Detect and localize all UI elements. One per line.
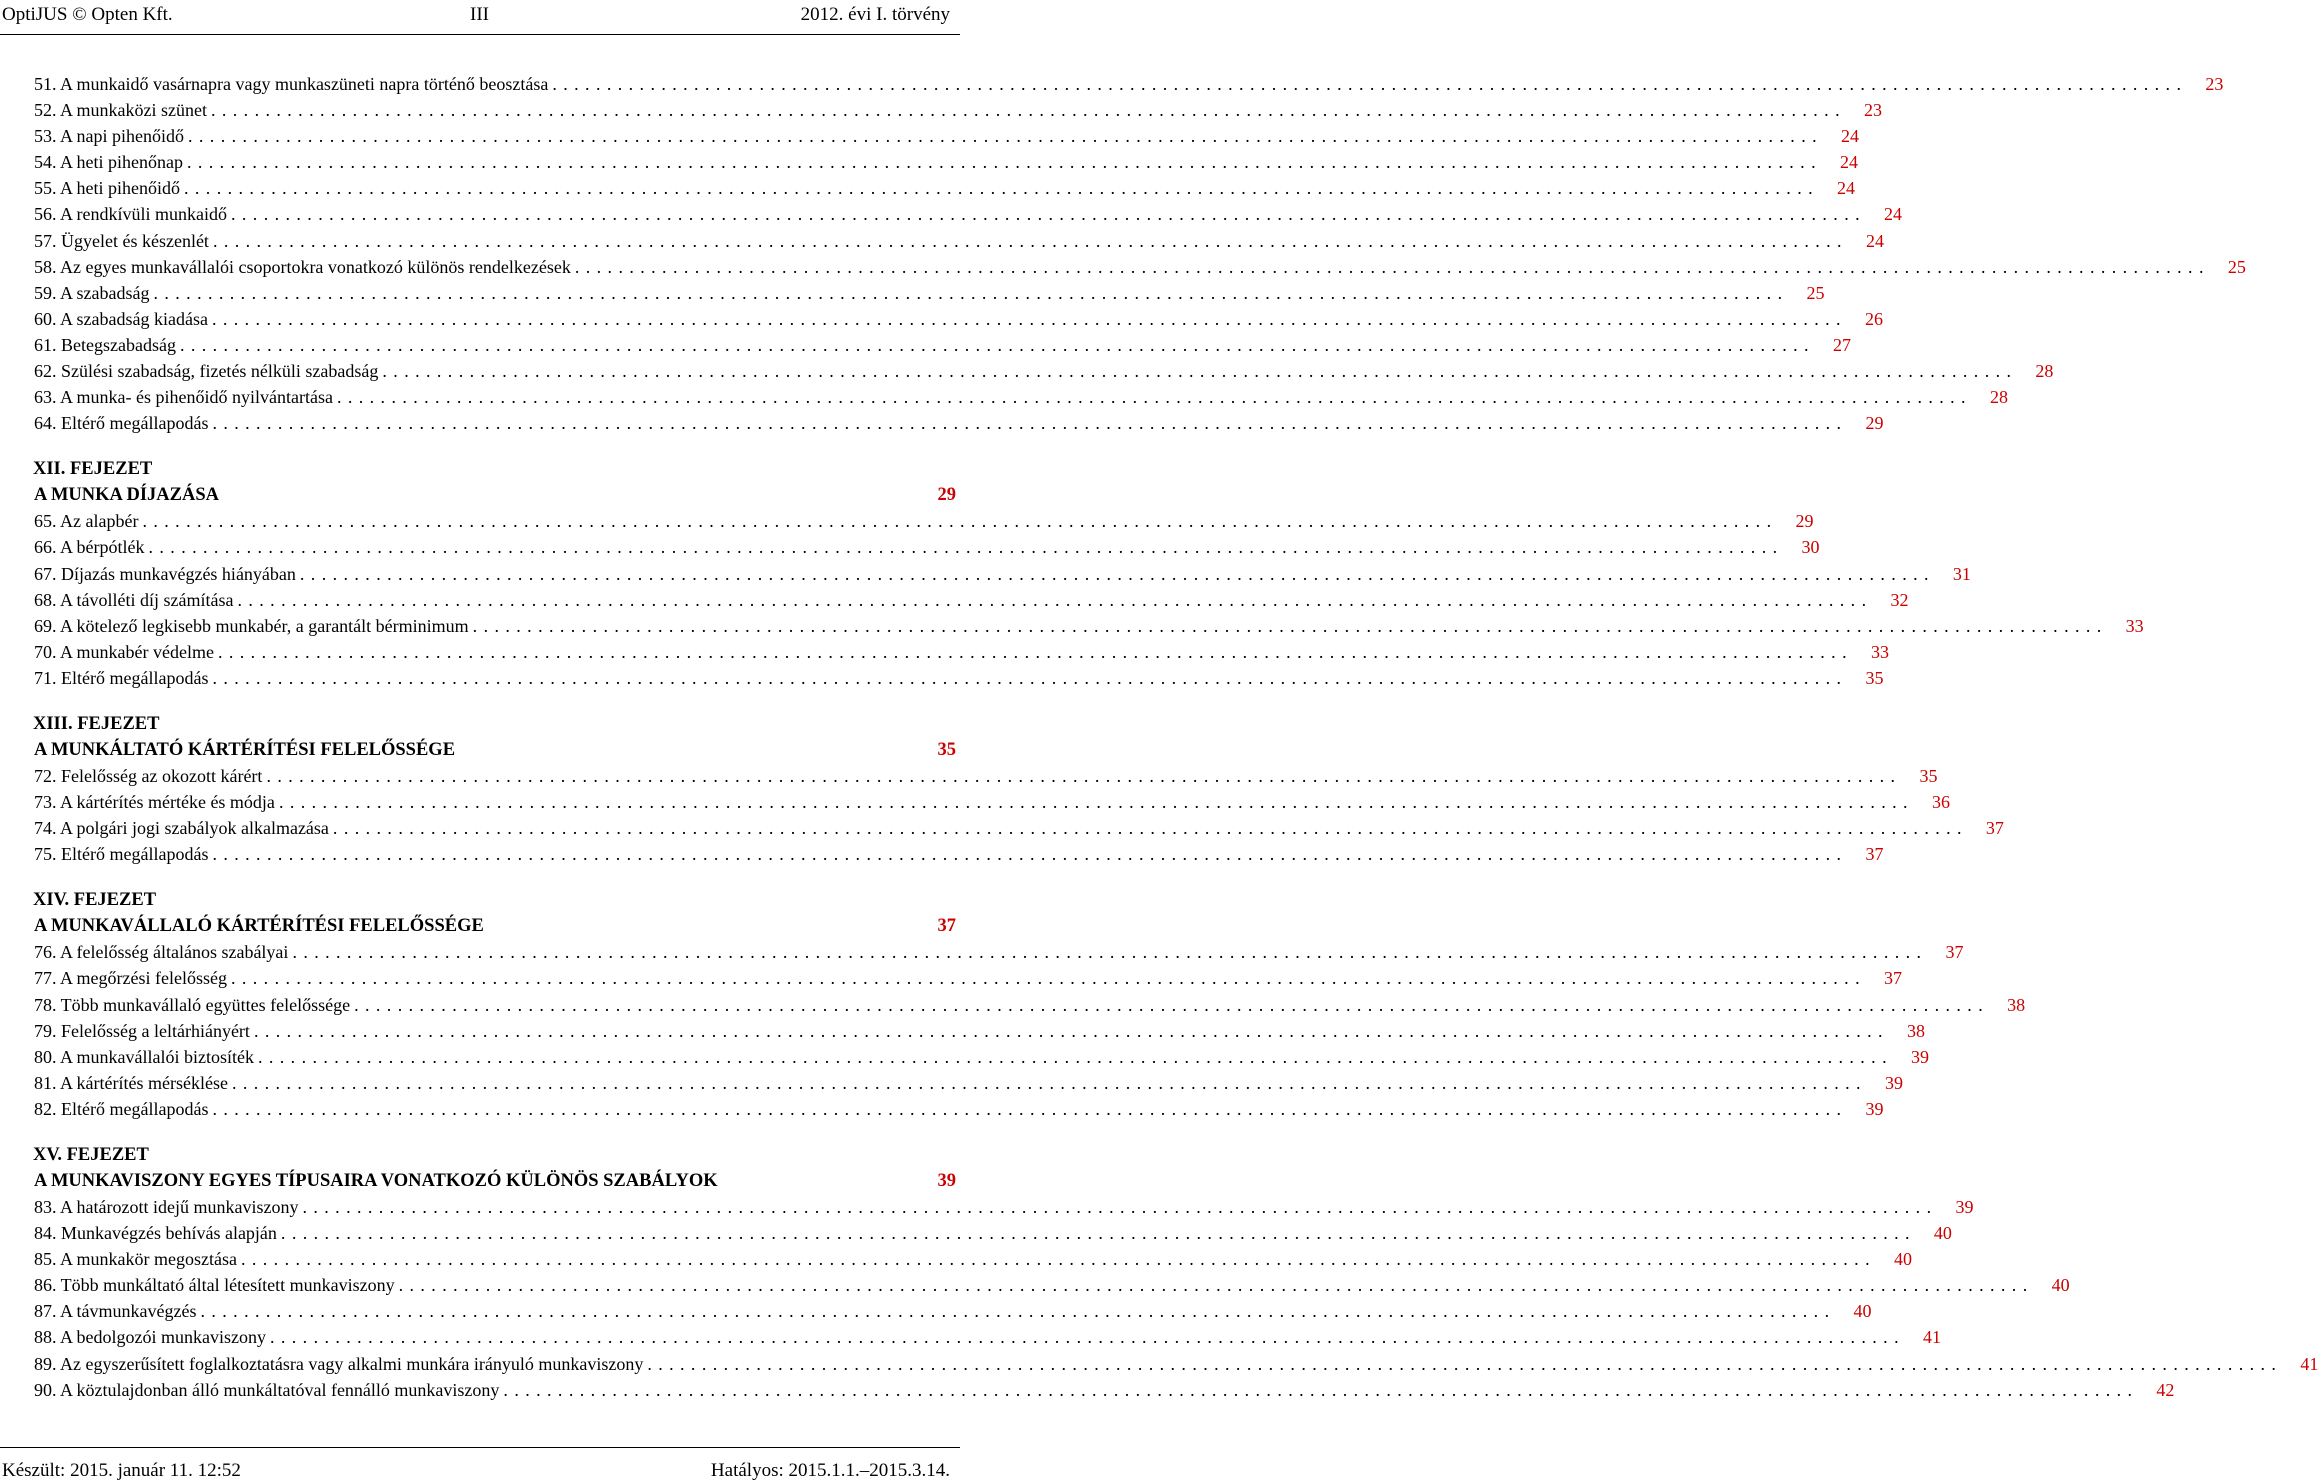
- toc-entry[interactable]: [34, 1246, 1912, 1272]
- toc-entry[interactable]: [34, 384, 2008, 410]
- toc-page-link[interactable]: 37: [1985, 818, 2004, 839]
- chapter-title-row[interactable]: [34, 482, 956, 508]
- dot-leader: ......................................................................................................................................................: [253, 1020, 1889, 1041]
- dot-leader: ......................................................................................................................................................: [472, 615, 2108, 636]
- toc-entry[interactable]: [34, 149, 1858, 175]
- toc-chapter: [33, 1142, 2318, 1403]
- toc-entry[interactable]: [34, 254, 2246, 280]
- toc-page-link[interactable]: 25: [2227, 256, 2246, 277]
- toc-entry-title: 90. A köztulajdonban álló munkáltatóval fennálló munkaviszony: [34, 1377, 503, 1403]
- dot-leader: ......................................................................................................................................................: [142, 511, 1778, 532]
- footer-effective: Hatályos: 2015.1.1.–2015.3.14.: [710, 1460, 950, 1481]
- toc-entry-title: 62. Szülési szabadság, fizetés nélküli szabadság: [34, 358, 382, 384]
- toc-entry-title: 56. A rendkívüli munkaidő: [34, 201, 231, 227]
- dot-leader: ......................................................................................................................................................: [552, 74, 2188, 94]
- toc-page-link[interactable]: 40: [1933, 1223, 1952, 1244]
- toc-entry[interactable]: [34, 789, 1950, 815]
- toc-page-link[interactable]: 26: [1864, 308, 1883, 329]
- toc-page-link[interactable]: 40: [2051, 1275, 2070, 1296]
- toc-entry[interactable]: [34, 280, 1825, 306]
- toc-entry[interactable]: [34, 71, 2224, 97]
- dot-leader: ......................................................................................................................................................: [292, 942, 1928, 963]
- toc-entry-title: 76. A felelősség általános szabályai: [34, 939, 292, 965]
- chapter-title: A MUNKA DÍJAZÁSA: [34, 485, 220, 506]
- toc-entry[interactable]: [34, 123, 1859, 149]
- dot-leader: ......................................................................................................................................................: [210, 100, 1846, 121]
- toc-page-link[interactable]: 41: [2300, 1353, 2318, 1374]
- footer-rule: [0, 1447, 960, 1448]
- toc-entry-title: 82. Eltérő megállapodás: [34, 1096, 212, 1122]
- chapter-title: A MUNKAVISZONY EGYES TÍPUSAIRA VONATKOZÓ KÜLÖNÖS SZABÁLYOK: [34, 1171, 718, 1191]
- dot-leader: ......................................................................................................................................................: [332, 818, 1968, 839]
- toc-entry[interactable]: [34, 1351, 2318, 1377]
- toc-entry[interactable]: [34, 1018, 1925, 1044]
- toc-page-link[interactable]: 28: [1989, 387, 2008, 408]
- header-page-number: III: [470, 4, 489, 25]
- footer-created: Készült: 2015. január 11. 12:52: [2, 1460, 241, 1481]
- dot-leader: ......................................................................................................................................................: [398, 1275, 2034, 1296]
- dot-leader: ......................................................................................................................................................: [354, 994, 1990, 1015]
- chapter-page-link[interactable]: 29: [937, 485, 956, 506]
- dot-leader: ......................................................................................................................................................: [211, 308, 1847, 329]
- toc-page-link[interactable]: 23: [2205, 74, 2224, 94]
- toc-entry-title: 83. A határozott idejű munkaviszony: [34, 1194, 302, 1220]
- toc-page-link[interactable]: 29: [1795, 511, 1814, 532]
- toc-entry-title: 78. Több munkavállaló együttes felelőssége: [34, 992, 354, 1018]
- chapter-title: A MUNKAVÁLLALÓ KÁRTÉRÍTÉSI FELELŐSSÉGE: [34, 916, 484, 937]
- toc-entry[interactable]: [34, 939, 1964, 965]
- toc-entry[interactable]: [34, 665, 1884, 691]
- dot-leader: ......................................................................................................................................................: [266, 765, 1902, 786]
- toc-entry[interactable]: [34, 508, 1814, 534]
- toc-page-link[interactable]: 38: [1906, 1020, 1925, 1041]
- toc-entry-title: 55. A heti pihenőidő: [34, 175, 184, 201]
- toc-entry[interactable]: [34, 992, 2026, 1018]
- dot-leader: ......................................................................................................................................................: [217, 641, 1853, 662]
- toc-entry[interactable]: [34, 306, 1883, 332]
- toc-entry-title: 65. Az alapbér: [34, 508, 142, 534]
- toc-page-link[interactable]: 24: [1837, 178, 1855, 199]
- toc-page-link[interactable]: 41: [1922, 1327, 1941, 1348]
- dot-leader: ......................................................................................................................................................: [212, 1098, 1848, 1119]
- dot-leader: ......................................................................................................................................................: [302, 1197, 1938, 1217]
- dot-leader: ......................................................................................................................................................: [280, 1223, 1916, 1244]
- toc-page-link[interactable]: 29: [1865, 413, 1884, 434]
- toc-entry[interactable]: [34, 639, 1889, 665]
- toc-entry[interactable]: [34, 587, 1909, 613]
- toc-entry[interactable]: [34, 1324, 1941, 1350]
- toc-entry[interactable]: [34, 1044, 1929, 1070]
- toc-page-link[interactable]: 35: [1919, 765, 1938, 786]
- toc-page-link[interactable]: 39: [1910, 1046, 1929, 1067]
- toc-page-link[interactable]: 37: [1865, 844, 1884, 865]
- toc-entry-title: 54. A heti pihenőnap: [34, 149, 187, 175]
- dot-leader: ......................................................................................................................................................: [212, 230, 1848, 251]
- toc-chapter: [33, 456, 2144, 691]
- toc-page-link[interactable]: 31: [1952, 563, 1971, 584]
- toc-entry-title: 85. A munkakör megosztása: [34, 1246, 241, 1272]
- toc-entry-title: 70. A munkabér védelme: [34, 639, 218, 665]
- dot-leader: ......................................................................................................................................................: [336, 387, 1972, 408]
- toc-entry-title: 63. A munka- és pihenőidő nyilvántartása: [34, 384, 337, 410]
- toc-entry-title: 68. A távolléti díj számítása: [34, 587, 237, 613]
- dot-leader: ......................................................................................................................................................: [237, 589, 1873, 610]
- toc-page-link[interactable]: 24: [1841, 126, 1859, 147]
- toc-page-link[interactable]: 30: [1801, 537, 1820, 558]
- toc-page-link[interactable]: 27: [1832, 334, 1851, 355]
- toc-page-link[interactable]: 28: [2035, 361, 2054, 382]
- chapter-number: XIV. FEJEZET: [33, 890, 157, 911]
- toc-entry-title: 80. A munkavállalói biztosíték: [34, 1044, 258, 1070]
- dot-leader: ......................................................................................................................................................: [212, 667, 1848, 688]
- dot-leader: ......................................................................................................................................................: [647, 1353, 2283, 1374]
- toc-entry[interactable]: [34, 841, 1884, 867]
- dot-leader: ......................................................................................................................................................: [186, 152, 1822, 173]
- toc-entry-title: 79. Felelősség a leltárhiányért: [34, 1018, 254, 1044]
- chapter-page-link[interactable]: 37: [937, 916, 956, 937]
- toc-page-link[interactable]: 33: [2125, 615, 2144, 636]
- dot-leader: ......................................................................................................................................................: [278, 792, 1914, 813]
- toc-entry[interactable]: [34, 561, 1971, 587]
- toc-page-link[interactable]: 23: [1863, 100, 1882, 121]
- toc-entry[interactable]: [34, 1194, 1974, 1220]
- dot-leader: ......................................................................................................................................................: [230, 968, 1866, 989]
- dot-leader: ......................................................................................................................................................: [212, 413, 1848, 434]
- toc-chapter: [33, 887, 2026, 1122]
- dot-leader: ......................................................................................................................................................: [179, 334, 1815, 355]
- chapter-page-link[interactable]: 39: [937, 1171, 956, 1191]
- chapter-number: XIII. FEJEZET: [33, 713, 160, 734]
- toc-page-link[interactable]: 32: [1890, 589, 1909, 610]
- dot-leader: ......................................................................................................................................................: [503, 1379, 2139, 1400]
- toc-entry-title: 74. A polgári jogi szabályok alkalmazása: [34, 815, 333, 841]
- toc-page-link[interactable]: 40: [1893, 1249, 1912, 1270]
- toc-entry[interactable]: [34, 1096, 1884, 1122]
- toc-entry[interactable]: [34, 1070, 1903, 1096]
- toc-chapter: [34, 71, 2246, 436]
- chapter-number: XV. FEJEZET: [33, 1145, 149, 1165]
- dot-leader: ......................................................................................................................................................: [231, 1072, 1867, 1093]
- toc-entry-title: 61. Betegszabadság: [34, 332, 180, 358]
- toc-entry[interactable]: [34, 1272, 2070, 1298]
- header-law-title: 2012. évi I. törvény: [800, 4, 950, 25]
- toc-entry[interactable]: [34, 613, 2144, 639]
- toc-entry-title: 52. A munkaközi szünet: [34, 97, 211, 123]
- toc-entry[interactable]: [34, 175, 1855, 201]
- dot-leader: ......................................................................................................................................................: [200, 1301, 1836, 1322]
- toc-page-link[interactable]: 24: [1839, 152, 1858, 173]
- toc-entry[interactable]: [34, 228, 1884, 254]
- toc-entry-title: 64. Eltérő megállapodás: [34, 410, 212, 436]
- chapter-title-row[interactable]: [34, 1168, 956, 1194]
- toc-entry[interactable]: [34, 534, 1820, 560]
- chapter-number: XII. FEJEZET: [33, 459, 153, 480]
- header-rule: [0, 34, 960, 35]
- toc-entry[interactable]: [34, 1377, 2175, 1403]
- dot-leader: ......................................................................................................................................................: [212, 844, 1848, 865]
- toc-entry-title: 86. Több munkáltató által létesített munkaviszony: [34, 1272, 399, 1298]
- toc-entry-title: 66. A bérpótlék: [34, 534, 149, 560]
- toc-entry-title: 84. Munkavégzés behívás alapján: [34, 1220, 281, 1246]
- toc-chapter: [33, 711, 2004, 867]
- toc-page-link[interactable]: 25: [1806, 282, 1825, 303]
- toc-entry[interactable]: [34, 965, 1902, 991]
- toc-entry-title: 72. Felelősség az okozott kárért: [34, 763, 266, 789]
- toc-entry-title: 73. A kártérítés mértéke és módja: [34, 789, 279, 815]
- chapter-title-row[interactable]: [34, 913, 956, 939]
- toc-entry[interactable]: [34, 815, 2004, 841]
- toc-page-link[interactable]: 24: [1865, 230, 1884, 251]
- toc-entry-title: 81. A kártérítés mérséklése: [34, 1070, 232, 1096]
- toc-page-link[interactable]: 37: [1945, 942, 1964, 963]
- toc-page-link[interactable]: 40: [1853, 1301, 1872, 1322]
- toc-page-link[interactable]: 35: [1865, 667, 1884, 688]
- chapter-page-link[interactable]: 35: [937, 739, 956, 760]
- toc-entry-title: 67. Díjazás munkavégzés hiányában: [34, 561, 300, 587]
- toc-entry[interactable]: [34, 201, 1902, 227]
- toc-entry-title: 71. Eltérő megállapodás: [34, 665, 212, 691]
- toc-page-link[interactable]: 42: [2156, 1379, 2175, 1400]
- toc-entry[interactable]: [34, 763, 1938, 789]
- toc-entry-title: 51. A munkaidő vasárnapra vagy munkaszüneti napra történő beosztása: [34, 71, 552, 97]
- toc-entry-title: 60. A szabadság kiadása: [34, 306, 212, 332]
- chapter-title: A MUNKÁLTATÓ KÁRTÉRÍTÉSI FELELŐSSÉGE: [34, 739, 456, 760]
- dot-leader: ......................................................................................................................................................: [257, 1046, 1893, 1067]
- toc-page-link[interactable]: 36: [1931, 792, 1950, 813]
- toc-entry-title: 88. A bedolgozói munkaviszony: [34, 1324, 270, 1350]
- dot-leader: ......................................................................................................................................................: [153, 282, 1789, 303]
- toc-page-link[interactable]: 39: [1865, 1098, 1884, 1119]
- toc-entry-title: 77. A megőrzési felelősség: [34, 965, 231, 991]
- toc-entry-title: 58. Az egyes munkavállalói csoportokra vonatkozó különös rendelkezések: [34, 254, 575, 280]
- toc-page-link[interactable]: 24: [1884, 204, 1902, 225]
- toc-entry[interactable]: [34, 332, 1851, 358]
- dot-leader: ......................................................................................................................................................: [382, 361, 2018, 382]
- toc-entry-title: 57. Ügyelet és készenlét: [34, 228, 213, 254]
- dot-leader: ......................................................................................................................................................: [574, 256, 2210, 277]
- table-of-contents: [33, 71, 2318, 1403]
- toc-entry-title: 75. Eltérő megállapodás: [34, 841, 212, 867]
- dot-leader: ......................................................................................................................................................: [148, 537, 1784, 558]
- toc-entry-title: 53. A napi pihenőidő: [34, 123, 188, 149]
- toc-entry-title: 87. A távmunkavégzés: [34, 1298, 200, 1324]
- toc-entry[interactable]: [34, 97, 1882, 123]
- toc-entry[interactable]: [34, 358, 2054, 384]
- toc-entry-title: 59. A szabadság: [34, 280, 153, 306]
- toc-page-link[interactable]: 33: [1870, 641, 1889, 662]
- toc-page-link[interactable]: 39: [1884, 1072, 1903, 1093]
- header-publisher: OptiJUS © Opten Kft.: [2, 4, 173, 25]
- toc-entry[interactable]: [34, 410, 1884, 436]
- dot-leader: ......................................................................................................................................................: [269, 1327, 1905, 1348]
- toc-page-link[interactable]: 37: [1883, 968, 1902, 989]
- toc-entry[interactable]: [34, 1220, 1952, 1246]
- dot-leader: ......................................................................................................................................................: [188, 126, 1823, 147]
- dot-leader: ......................................................................................................................................................: [299, 563, 1935, 584]
- toc-page-link[interactable]: 39: [1955, 1197, 1974, 1217]
- toc-page-link[interactable]: 38: [2007, 994, 2026, 1015]
- toc-entry[interactable]: [34, 1298, 1872, 1324]
- dot-leader: ......................................................................................................................................................: [231, 204, 1866, 225]
- chapter-title-row[interactable]: [34, 737, 956, 763]
- dot-leader: ......................................................................................................................................................: [184, 178, 1819, 199]
- toc-entry-title: 69. A kötelező legkisebb munkabér, a garantált bérminimum: [34, 613, 473, 639]
- dot-leader: ......................................................................................................................................................: [240, 1249, 1876, 1270]
- toc-entry-title: 89. Az egyszerűsített foglalkoztatásra vagy alkalmi munkára irányuló munkaviszony: [34, 1351, 647, 1377]
